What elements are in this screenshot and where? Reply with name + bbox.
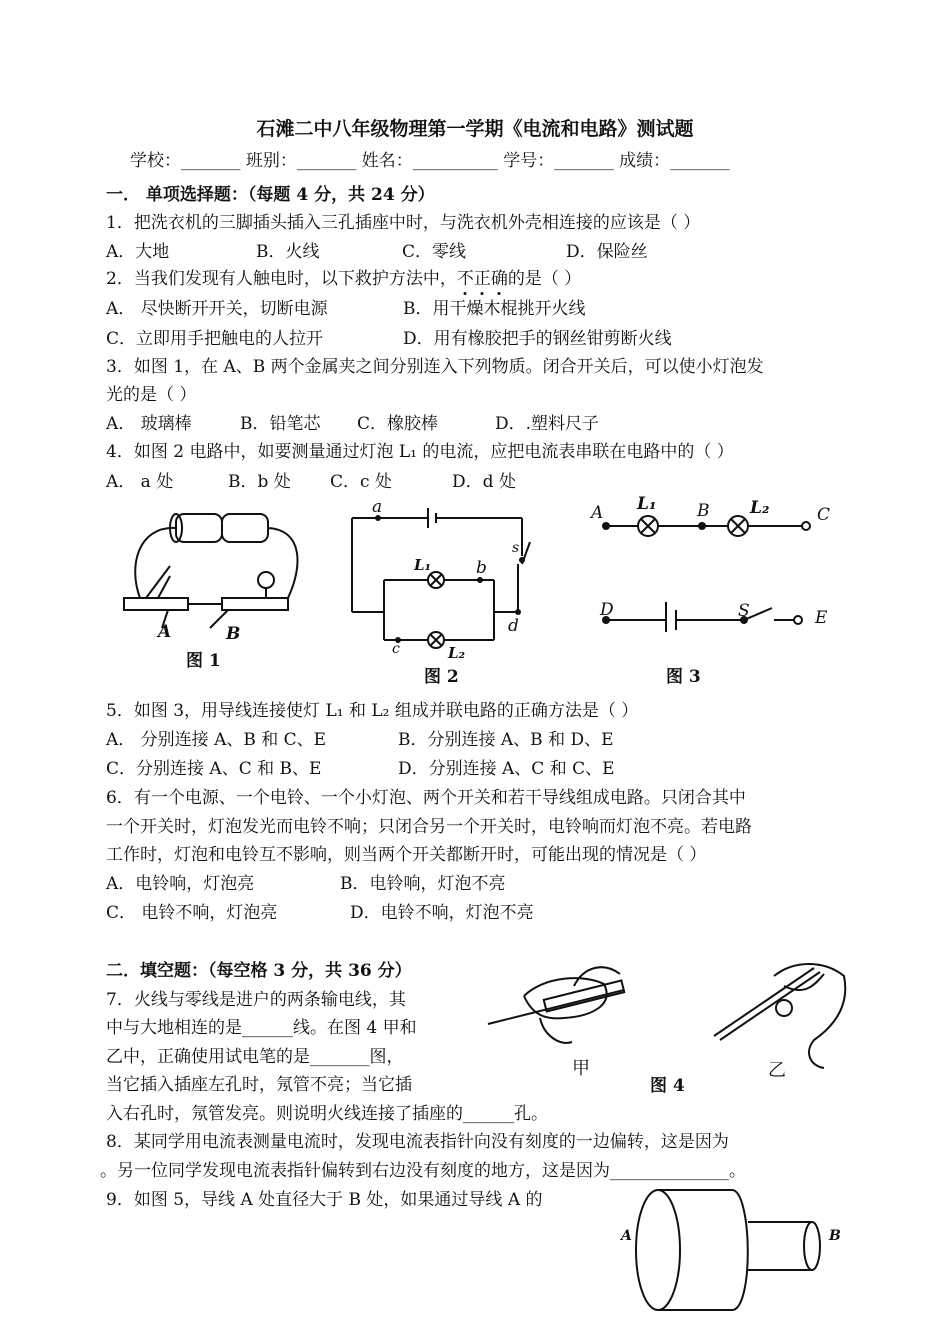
q4-opt-d: D．d 处 [452,472,516,492]
q3-opt-d: D．.塑料尺子 [495,414,600,434]
q2-dotted-char: 不 [456,269,474,289]
figure-3-label-C: C [817,505,831,525]
figure-5-label-b: B [829,1228,841,1244]
q7-line2: 中与大地相连的是______线。在图 4 甲和 [106,1018,417,1038]
figure-3-label-S: S [738,601,750,621]
q3-stem-line2: 光的是（ ） [106,385,197,405]
q1-opt-d: D．保险丝 [566,242,648,262]
figure-3-label-E: E [815,608,828,628]
q4-stem: 4．如图 2 电路中，如要测量通过灯泡 L₁ 的电流，应把电流表串联在电路中的（ ） [106,442,734,462]
q6-stem-line3: 工作时，灯泡和电铃互不影响，则当两个开关都断开时，可能出现的情况是（ ） [106,845,707,865]
figure-4-left-label: 甲 [572,1058,590,1079]
q7-line5: 入右孔时，氖管发亮。则说明火线连接了插座的______孔。 [106,1104,548,1124]
q2-opt-c: C．立即用手把触电的人拉开 [106,329,324,349]
q2-stem [106,268,581,290]
q5-opt-b: B．分别连接 A、B 和 D、E [398,730,614,750]
figure-1-label-b: B [226,624,241,644]
figure-5-wire-drawing [632,1184,842,1324]
figure-2-caption: 图 2 [424,667,459,687]
q8-line2: 。另一位同学发现电流表指针偏转到右边没有刻度的地方，这是因为______________。 [100,1161,746,1181]
section2-heading: 二．填空题：（每空格 3 分，共 36 分） [106,961,412,981]
q5-opt-d: D．分别连接 A、C 和 C、E [398,759,615,779]
q3-opt-c: C．橡胶棒 [357,414,439,434]
q6-opt-d: D．电铃不响，灯泡不亮 [350,903,534,923]
q3-opt-b: B．铅笔芯 [240,414,321,434]
q7-line3: 乙中，正确使用试电笔的是_______图， [106,1047,404,1067]
q2-stem-b: 的是（ ） [507,269,582,289]
figure-3-label-l2: L₂ [750,498,770,518]
q4-opt-c: C．c 处 [330,472,392,492]
figure-2-label-a: a [372,497,383,517]
q9-line1: 9．如图 5，导线 A 处直径大于 B 处，如果通过导线 A 的 [106,1190,543,1210]
q6-opt-c: C． 电铃不响，灯泡亮 [106,903,278,923]
q2-dotted-char: 正 [473,269,491,289]
q7-line4: 当它插入插座左孔时，氖管不亮；当它插 [106,1075,412,1095]
q2-opt-a: A． 尽快断开开关，切断电源 [106,299,328,319]
q6-opt-b: B．电铃响，灯泡不亮 [340,874,506,894]
q7-line1: 7．火线与零线是进户的两条输电线，其 [106,990,406,1010]
q6-stem-line1: 6．有一个电源、一个电铃、一个小灯泡、两个开关和若干导线组成电路。只闭合其中 [106,788,746,808]
figure-2-label-l1: L₁ [414,556,432,574]
figure-4-right-label: 乙 [768,1060,786,1081]
q3-opt-a: A． 玻璃棒 [106,414,192,434]
figure-1-circuit-drawing [118,506,318,646]
q2-dotted-char: 确 [490,269,508,289]
page-title: 石滩二中八年级物理第一学期《电流和电路》测试题 [256,118,694,140]
figure-2-label-s: s [512,540,520,556]
q5-stem: 5．如图 3，用导线连接使灯 L₁ 和 L₂ 组成并联电路的正确方法是（ ） [106,701,639,721]
q6-stem-line2: 一个开关时，灯泡发光而电铃不响；只闭合另一个开关时，电铃响而灯泡不亮。若电路 [106,817,752,837]
q5-opt-a: A． 分别连接 A、B 和 C、E [106,730,327,750]
q5-opt-c: C．分别连接 A、C 和 B、E [106,759,322,779]
figure-2-label-c: c [392,641,400,657]
figure-1-caption: 图 1 [186,651,221,671]
q2-opt-b: B．用干燥木棍挑开火线 [403,299,586,319]
figure-2-label-d: d [508,616,519,636]
q1-stem: 1．把洗衣机的三脚插头插入三孔插座中时，与洗衣机外壳相连接的应该是（ ） [106,213,701,233]
figure-3-label-B: B [697,501,710,521]
figure-4-caption: 图 4 [650,1076,685,1096]
student-info-line: 学校：_______ 班别：_______ 姓名：__________ 学号：_______ 成绩：_______ [130,151,730,171]
q4-opt-b: B．b 处 [228,472,291,492]
figure-3-label-A: A [591,503,604,523]
q1-opt-b: B．火线 [256,242,320,262]
figure-4-test-pen-drawing [484,956,854,1068]
q2-stem-a: 2．当我们发现有人触电时，以下救护方法中， [106,269,457,289]
q4-opt-a: A． a 处 [106,472,174,492]
figure-3-caption: 图 3 [666,667,701,687]
figure-5-label-a: A [621,1228,632,1244]
q1-opt-c: C．零线 [402,242,467,262]
q2-emphasis [457,269,508,289]
figure-3-label-l1: L₁ [637,494,657,514]
q2-opt-d: D．用有橡胶把手的钢丝钳剪断火线 [403,329,672,349]
figure-2-label-l2: L₂ [448,644,466,662]
q1-opt-a: A．大地 [106,242,170,262]
figure-2-label-b: b [476,558,487,578]
figure-3-circuit-drawing [598,512,818,632]
q6-opt-a: A．电铃响，灯泡亮 [106,874,255,894]
figure-1-label-a: A [158,622,172,642]
figure-3-label-D: D [600,600,614,620]
section1-heading: 一． 单项选择题：（每题 4 分，共 24 分） [106,185,435,205]
q3-stem-line1: 3．如图 1，在 A、B 两个金属夹之间分别连入下列物质。闭合开关后，可以使小灯泡发 [106,357,764,377]
q8-line1: 8．某同学用电流表测量电流时，发现电流表指针向没有刻度的一边偏转，这是因为 [106,1132,729,1152]
